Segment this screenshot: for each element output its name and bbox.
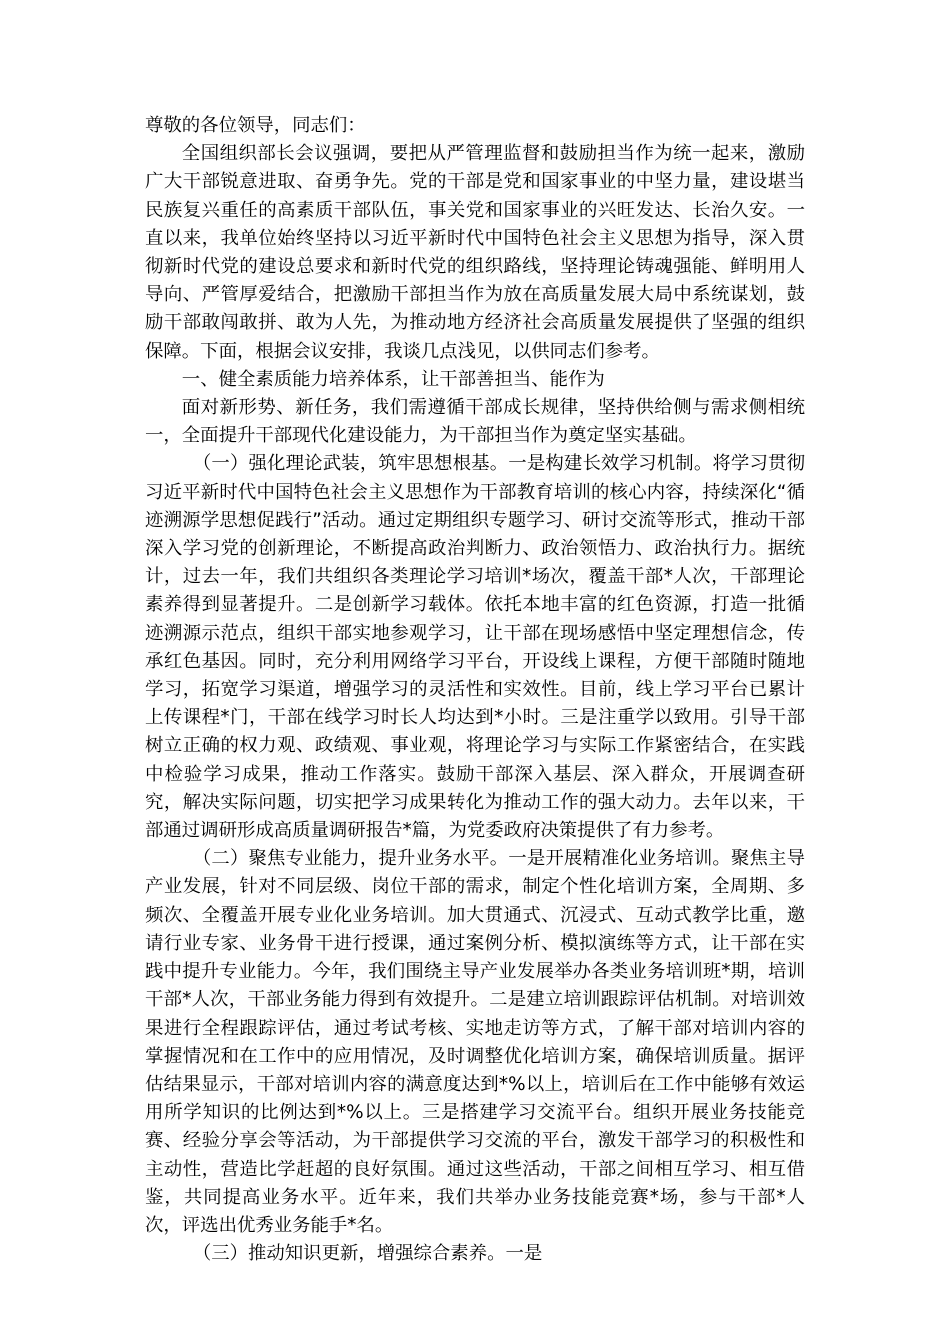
- document-body: [145, 112, 805, 1268]
- section-heading-1: 一、健全素质能力培养体系，让干部善担当、能作为: [181, 368, 605, 390]
- subsection-2-paragraph: （二）聚焦专业能力，提升业务水平。一是开展精准化业务培训。聚焦主导产业发展，针对不同层级、岗位干部的需求，制定个性化培训方案，全周期、多频次、全覆盖开展专业化业务培训。加大贯通式、沉浸式、互动式教学比重，邀请行业专家、业务骨干进行授课，通过案例分析、模拟演练等方式，让干部在实践中提升专业能力。今年，我们围绕主导产业发展举办各类业务培训班*期，培训干部*人次，干部业务能力得到有效提升。二是建立培训跟踪评估机制。对培训效果进行全程跟踪评估，通过考试考核、实地走访等方式，了解干部对培训内容的掌握情况和在工作中的应用情况，及时调整优化培训方案，确保培训质量。据评估结果显示，干部对培训内容的满意度达到*%以上，培训后在工作中能够有效运用所学知识的比例达到*%以上。三是搭建学习交流平台。组织开展业务技能竞赛、经验分享会等活动，为干部提供学习交流的平台，激发干部学习的积极性和主动性，营造比学赶超的良好氛围。通过这些活动，干部之间相互学习、相互借鉴，共同提高业务水平。近年来，我们共举办业务技能竞赛*场，参与干部*人次，评选出优秀业务能手*名。: [145, 848, 805, 1236]
- intro-paragraph: 全国组织部长会议强调，要把从严管理监督和鼓励担当作为统一起来，激励广大干部锐意进取、奋勇争先。党的干部是党和国家事业的中坚力量，建设堪当民族复兴重任的高素质干部队伍，事关党和国家事业的兴旺发达、长治久安。一直以来，我单位始终坚持以习近平新时代中国特色社会主义思想为指导，深入贯彻新时代党的建设总要求和新时代党的组织路线，坚持理论铸魂强能、鲜明用人导向、严管厚爱结合，把激励干部担当作为放在高质量发展大局中系统谋划，鼓励干部敢闯敢拼、敢为人先，为推动地方经济社会高质量发展提供了坚强的组织保障。下面，根据会议安排，我谈几点浅见，以供同志们参考。: [145, 143, 805, 362]
- section-intro-paragraph: 面对新形势、新任务，我们需遵循干部成长规律，坚持供给侧与需求侧相统一，全面提升干部现代化建设能力，为干部担当作为奠定坚实基础。: [145, 397, 805, 447]
- subsection-1-paragraph: （一）强化理论武装，筑牢思想根基。一是构建长效学习机制。将学习贯彻习近平新时代中国特色社会主义思想作为干部教育培训的核心内容，持续深化“循迹溯源学思想促践行”活动。通过定期组织专题学习、研讨交流等形式，推动干部深入学习党的创新理论，不断提高政治判断力、政治领悟力、政治执行力。据统计，过去一年，我们共组织各类理论学习培训*场次，覆盖干部*人次，干部理论素养得到显著提升。二是创新学习载体。依托本地丰富的红色资源，打造一批循迹溯源示范点，组织干部实地参观学习，让干部在现场感悟中坚定理想信念，传承红色基因。同时，充分利用网络学习平台，开设线上课程，方便干部随时随地学习，拓宽学习渠道，增强学习的灵活性和实效性。目前，线上学习平台已累计上传课程*门，干部在线学习时长人均达到*小时。三是注重学以致用。引导干部树立正确的权力观、政绩观、事业观，将理论学习与实际工作紧密结合，在实践中检验学习成果，推动工作落实。鼓励干部深入基层、深入群众，开展调查研究，解决实际问题，切实把学习成果转化为推动工作的强大动力。去年以来，干部通过调研形成高质量调研报告*篇，为党委政府决策提供了有力参考。: [145, 453, 805, 842]
- salutation: 尊敬的各位领导，同志们：: [145, 115, 366, 136]
- subsection-3-paragraph: （三）推动知识更新，增强综合素养。一是: [192, 1243, 543, 1265]
